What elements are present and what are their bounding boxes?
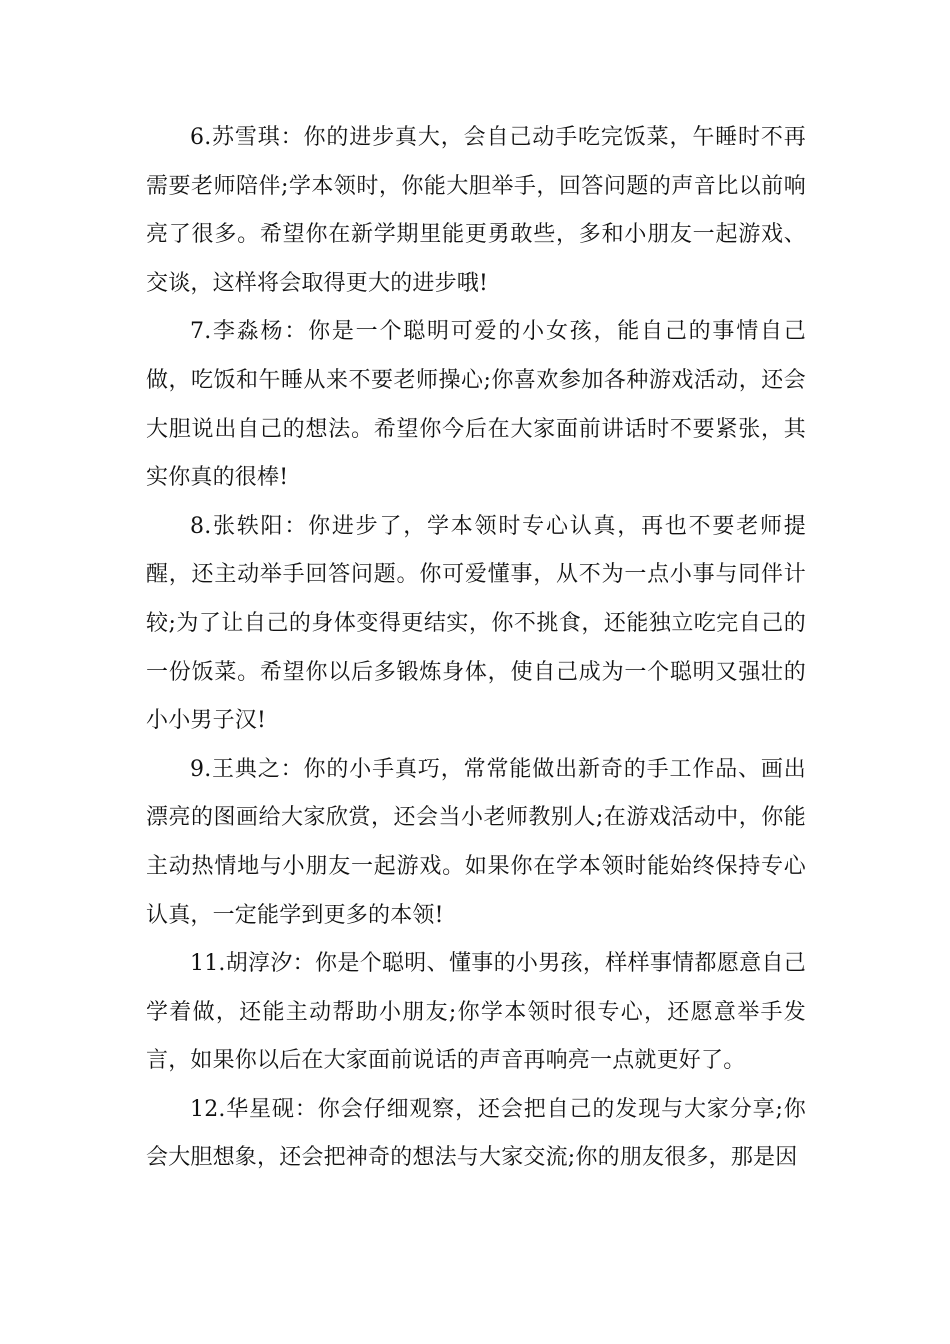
comment-paragraph-wang-dianzhi: 9.王典之：你的小手真巧，常常能做出新奇的手工作品、画出漂亮的图画给大家欣赏，还会当小老师教别人;在游戏活动中，你能主动热情地与小朋友一起游戏。如果你在学本领时能始终保持专心认真，一定能学到更多的本领! [146,756,806,928]
comment-paragraph-hu-chunxi: 11.胡淳汐：你是个聪明、懂事的小男孩，样样事情都愿意自己学着做，还能主动帮助小朋友;你学本领时很专心，还愿意举手发言，如果你以后在大家面前说话的声音再响亮一点就更好了。 [146,951,806,1074]
comment-paragraph-zhang-yiyang: 8.张轶阳：你进步了，学本领时专心认真，再也不要老师提醒，还主动举手回答问题。你可爱懂事，从不为一点小事与同伴计较;为了让自己的身体变得更结实，你不挑食，还能独立吃完自己的一份饭菜。希望你以后多锻炼身体，使自己成为一个聪明又强壮的小小男子汉! [146,513,806,734]
comment-paragraph-su-xueqi: 6.苏雪琪：你的进步真大，会自己动手吃完饭菜，午睡时不再需要老师陪伴;学本领时，你能大胆举手，回答问题的声音比以前响亮了很多。希望你在新学期里能更勇敢些，多和小朋友一起游戏、交谈，这样将会取得更大的进步哦! [146,125,806,296]
comment-paragraph-li-miaoyang: 7.李淼杨：你是一个聪明可爱的小女孩，能自己的事情自己做，吃饭和午睡从来不要老师操心;你喜欢参加各种游戏活动，还会大胆说出自己的想法。希望你今后在大家面前讲话时不要紧张，其实你真的很棒! [146,319,806,491]
comment-paragraph-hua-xingyan: 12.华星砚：你会仔细观察，还会把自己的发现与大家分享;你会大胆想象，还会把神奇的想法与大家交流;你的朋友很多，那是因 [146,1096,806,1171]
document-body [146,114,806,1183]
